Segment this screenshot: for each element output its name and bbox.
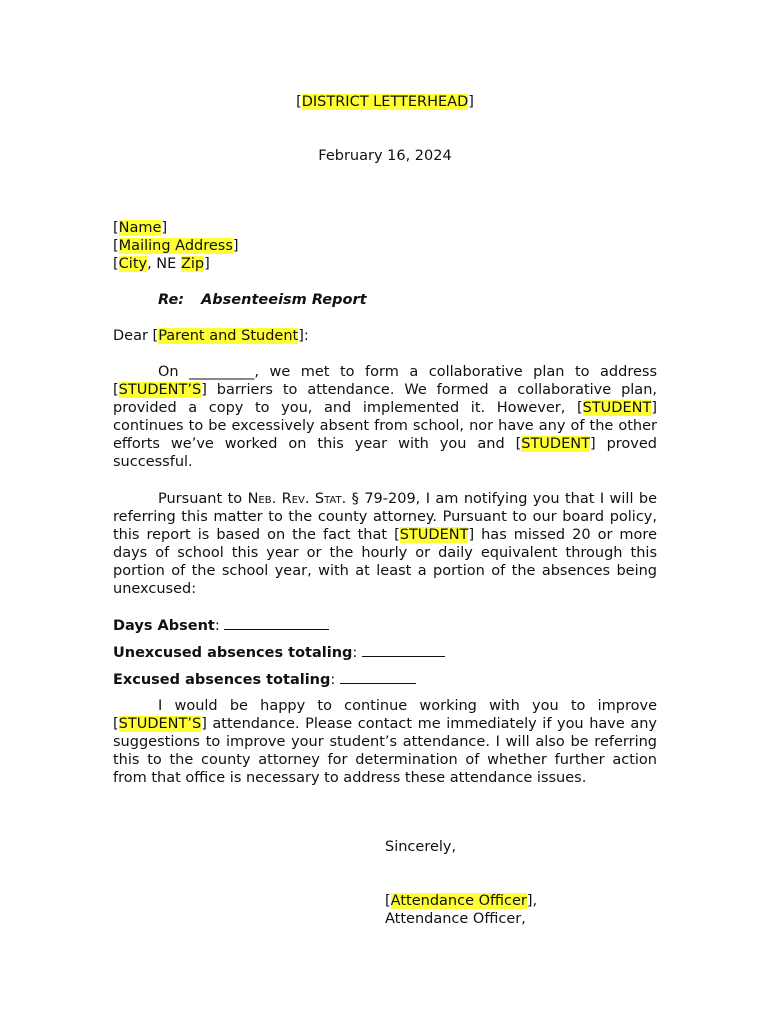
p3-student-possessive: STUDENT’S <box>118 716 202 732</box>
field-days-absent-label: Days Absent <box>113 618 215 634</box>
subject-line <box>158 291 367 309</box>
letterhead-placeholder: DISTRICT LETTERHEAD <box>301 94 469 110</box>
address-city-line: [City, NE Zip] <box>113 256 210 272</box>
subject-title: Absenteeism Report <box>201 292 367 308</box>
p2-student: STUDENT <box>399 527 469 543</box>
p1-student-1: STUDENT <box>582 400 652 416</box>
p2-text-2: § 79-209, I am notifying you that I will be referring this matter to the county attorney. Pursuant to our board policy, this report is based on the fact that [ <box>113 491 658 543</box>
field-days-absent-blank[interactable] <box>224 616 329 630</box>
address-state: , NE <box>147 256 181 272</box>
address-city: City <box>118 256 148 272</box>
field-excused-colon: : <box>330 672 340 688</box>
closing-officer-placeholder: Attendance Officer <box>390 893 527 909</box>
subject-re: Re: <box>158 292 185 308</box>
field-unexcused-label: Unexcused absences totaling <box>113 645 353 661</box>
p2-statute: Neb. Rev. Stat. <box>247 491 347 507</box>
p1-text-4: ] proved successful. <box>113 436 657 470</box>
p3-text-2: ] attendance. Please contact me immediately if you have any suggestions to improve your student’s attendance. I will also be referring this to the county attorney for determination of whether further action from that office is necessary to address these attendance issues. <box>113 716 657 786</box>
field-unexcused-blank[interactable] <box>362 643 445 657</box>
field-unexcused-colon: : <box>352 645 362 661</box>
field-excused <box>113 670 416 689</box>
letterhead: [DISTRICT LETTERHEAD] <box>296 94 474 110</box>
address-zip: Zip <box>180 256 205 272</box>
p1-text-3: ] continues to be excessively absent from school, nor have any of the other efforts we’ve worked on this year with you and [ <box>113 400 657 452</box>
closing-officer-title: Attendance Officer, <box>385 911 526 927</box>
p1-date-blank: _________ <box>189 364 255 380</box>
address-name: Name <box>118 220 162 236</box>
field-excused-blank[interactable] <box>340 670 416 684</box>
field-days-absent-colon: : <box>214 618 225 634</box>
address-mailing-line: [Mailing Address] <box>113 238 239 254</box>
salutation-suffix: ]: <box>298 328 309 344</box>
address-name-line: [Name] <box>113 220 168 236</box>
paragraph-1 <box>113 363 657 471</box>
closing-sincerely: Sincerely, <box>385 839 457 855</box>
letter-date: February 16, 2024 <box>318 148 452 164</box>
closing-officer-suffix: ], <box>526 893 538 909</box>
p1-text-1: , we met to form a collaborative plan to address [ <box>113 364 657 398</box>
field-excused-label: Excused absences totaling <box>113 672 331 688</box>
p1-text-2: ] barriers to attendance. We formed a collaborative plan, provided a copy to you, and implemented it. However, [ <box>113 382 657 416</box>
p1-student-possessive: STUDENT’S <box>118 382 202 398</box>
p1-student-2: STUDENT <box>521 436 590 452</box>
p2-text-1: Pursuant to <box>158 491 248 507</box>
p2-text-3: ] has missed 20 or more days of school this year or the hourly or daily equivalent through this portion of the school year, with at least a portion of the absences being unexcused: <box>113 527 657 597</box>
salutation <box>113 327 309 345</box>
address-mailing: Mailing Address <box>118 238 233 254</box>
field-unexcused <box>113 643 445 662</box>
paragraph-3 <box>113 697 657 787</box>
p1-on: On <box>158 364 190 380</box>
paragraph-2 <box>113 490 657 598</box>
closing-officer-line: [Attendance Officer], <box>385 893 538 909</box>
field-days-absent <box>113 616 329 635</box>
salutation-recipient: Parent and Student <box>158 328 299 344</box>
p3-text-1: I would be happy to continue working with you to improve [ <box>113 698 657 732</box>
salutation-prefix: Dear [ <box>113 328 159 344</box>
